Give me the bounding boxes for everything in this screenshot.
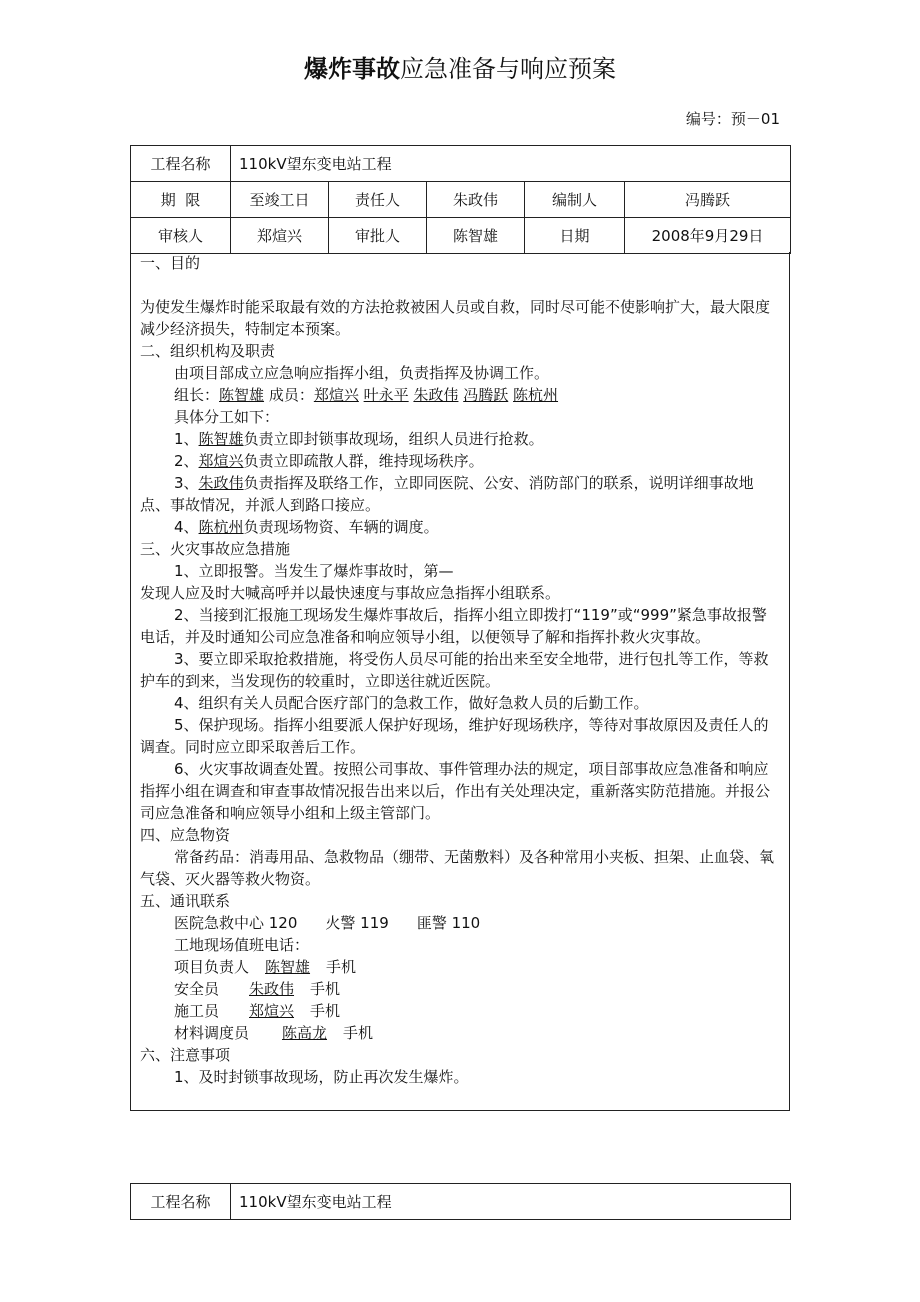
title-bold: 爆炸事故 — [304, 55, 400, 83]
project-name-value: 110kV望东变电站工程 — [231, 1184, 791, 1220]
date-value: 2008年9月29日 — [625, 218, 791, 254]
period-label: 期 限 — [131, 182, 231, 218]
member-name: 冯腾跃 — [463, 386, 509, 404]
duty-item: 3、朱政伟负责指挥及联络工作，立即同医院、公安、消防部门的联系，说明详细事故地点、事故情况，并派人到路口接应。 — [140, 474, 754, 514]
section-heading: 四、应急物资 — [140, 826, 231, 844]
org-intro: 由项目部成立应急响应指挥小组，负责指挥及协调工作。 — [174, 364, 550, 382]
project-name-value: 110kV望东变电站工程 — [231, 146, 791, 182]
contact-row: 施工员 郑煊兴 手机 — [174, 1002, 341, 1020]
info-table-2 — [130, 1183, 791, 1220]
info-table — [130, 145, 791, 254]
measure-item: 5、保护现场。指挥小组要派人保护好现场，维护好现场秩序，等待对事故原因及责任人的调查。同时应立即采取善后工作。 — [140, 716, 769, 756]
section-heading: 六、注意事项 — [140, 1046, 231, 1064]
section-heading: 五、通讯联系 — [140, 892, 231, 910]
table-row — [131, 218, 791, 254]
member-name: 陈杭州 — [513, 386, 559, 404]
measure-item: 4、组织有关人员配合医疗部门的急救工作，做好急救人员的后勤工作。 — [174, 694, 649, 712]
note-item: 1、及时封锁事故现场，防止再次发生爆炸。 — [174, 1068, 469, 1086]
purpose-text: 为使发生爆炸时能采取最有效的方法抢救被困人员或自救，同时尽可能不使影响扩大，最大限度减少经济损失，特制定本预案。 — [140, 298, 771, 338]
measure-item: 6、火灾事故调查处置。按照公司事故、事件管理办法的规定，项目部事故应急准备和响应指挥小组在调查和审查事故情况报告出来以后，作出有关处理决定，重新落实防范措施。并报公司应急准备和响应领导小组和上级主管部门。 — [140, 760, 771, 822]
project-name-label: 工程名称 — [131, 1184, 231, 1220]
measure-item: 2、当接到汇报施工现场发生爆炸事故后，指挥小组立即拨打“119”或“999”紧急事故报警电话，并及时通知公司应急准备和响应领导小组，以便领导了解和指挥扑救火灾事故。 — [140, 606, 767, 646]
plan-content — [140, 252, 780, 1088]
table-row — [131, 1184, 791, 1220]
duty-item: 2、郑煊兴负责立即疏散人群，维持现场秩序。 — [174, 452, 484, 470]
org-members: 组长：陈智雄 成员：郑煊兴 叶永平 朱政伟 冯腾跃 陈杭州 — [174, 386, 559, 404]
measure-item: 发现人应及时大喊高呼并以最快速度与事故应急指挥小组联系。 — [140, 584, 561, 602]
plan-body — [130, 252, 790, 1111]
compiler-value: 冯腾跃 — [625, 182, 791, 218]
contact-row: 项目负责人 陈智雄 手机 — [174, 958, 357, 976]
measure-item: 3、要立即采取抢救措施，将受伤人员尽可能的抬出来至安全地带，进行包扎等工作，等救护车的到来，当发现伤的较重时，立即送往就近医院。 — [140, 650, 769, 690]
section-heading: 二、组织机构及职责 — [140, 342, 276, 360]
section-heading: 三、火灾事故应急措施 — [140, 540, 291, 558]
reviewer-value: 郑煊兴 — [231, 218, 329, 254]
division-intro: 具体分工如下： — [174, 408, 280, 426]
section-heading: 一、目的 — [140, 254, 201, 272]
compiler-label: 编制人 — [525, 182, 625, 218]
responsible-label: 责任人 — [329, 182, 427, 218]
approver-value: 陈智雄 — [427, 218, 525, 254]
member-name: 叶永平 — [363, 386, 409, 404]
member-name: 郑煊兴 — [313, 386, 359, 404]
responsible-value: 朱政伟 — [427, 182, 525, 218]
duty-item: 4、陈杭州负责现场物资、车辆的调度。 — [174, 518, 439, 536]
page-title — [0, 54, 920, 84]
site-phone-label: 工地现场值班电话： — [174, 936, 310, 954]
document-number: 编号：预－01 — [685, 110, 780, 128]
project-name-label: 工程名称 — [131, 146, 231, 182]
member-name: 朱政伟 — [413, 386, 459, 404]
title-rest: 应急准备与响应预案 — [400, 55, 616, 83]
date-label: 日期 — [525, 218, 625, 254]
emergency-numbers: 医院急救中心 120 火警 119 匪警 110 — [174, 914, 481, 932]
period-value: 至竣工日 — [231, 182, 329, 218]
reviewer-label: 审核人 — [131, 218, 231, 254]
supplies-text: 常备药品：消毒用品、急救物品（绷带、无菌敷料）及各种常用小夹板、担架、止血袋、氧气袋、灭火器等救火物资。 — [140, 848, 775, 888]
contact-row: 安全员 朱政伟 手机 — [174, 980, 341, 998]
measure-item: 1、立即报警。当发生了爆炸事故时，第— — [174, 562, 454, 580]
approver-label: 审批人 — [329, 218, 427, 254]
duty-item: 1、陈智雄负责立即封锁事故现场，组织人员进行抢救。 — [174, 430, 544, 448]
leader-name: 陈智雄 — [219, 386, 265, 404]
table-row — [131, 182, 791, 218]
contact-row: 材料调度员 陈高龙 手机 — [174, 1024, 374, 1042]
table-row — [131, 146, 791, 182]
